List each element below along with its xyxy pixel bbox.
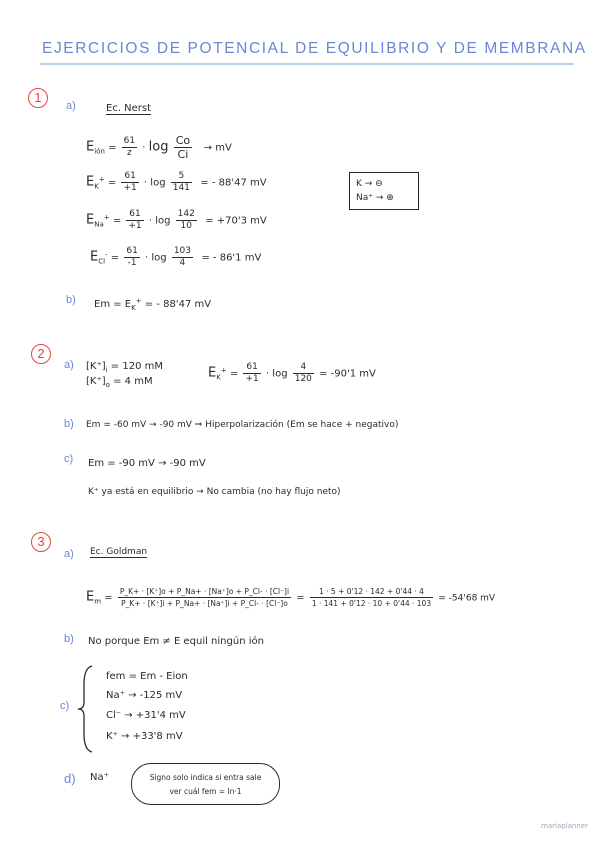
k-internal: $[K^+]_i = 120$ mM [86, 361, 163, 374]
exercise-number-2: 2 [31, 344, 51, 364]
note-oval [131, 763, 280, 805]
part-label: c) [60, 700, 70, 712]
nernst-equation: $E_{ión}$ = $\frac{61}{z}$ · log $\frac{Co}{Ci}$ → mV [86, 134, 232, 161]
part-label: b) [64, 418, 74, 430]
c-line-4: K⁺ → +33'8 mV [106, 731, 183, 742]
ion-charge-box [349, 172, 419, 210]
d-ion: Na⁺ [90, 772, 109, 783]
oval-line-1: Signo solo indica si entra sale [149, 773, 262, 782]
box-line-na: Na⁺ → ⊕ [356, 193, 394, 203]
membrane-potential-line: $Em = E_K^+$ = - 88'47 mV [94, 297, 212, 312]
nernst-sodium: $E_{Na}^+$ = $\frac{61}{+1}$ · log $\frac{142}{10}$ = +70'3 mV [86, 209, 267, 231]
part-label: b) [64, 633, 74, 645]
part-label: d) [64, 771, 76, 786]
part-label: c) [64, 453, 74, 465]
watermark: mariaplanner [541, 822, 588, 830]
c-line-3: Cl⁻ → +31'4 mV [106, 710, 186, 721]
exercise-number-3: 3 [31, 532, 51, 552]
section-heading: Ec. Nerst [106, 103, 152, 114]
part-label: a) [64, 359, 74, 371]
c-line-2: K⁺ ya está en equilibrio → No cambia (no hay flujo neto) [88, 487, 341, 497]
goldman-equation: $E_m$ = $\frac{P\_K+ \cdot [K^+]o + P\_Na+ \cdot [Na^+]o + P\_Cl- \cdot [Cl^-]i}{P\_K+ \cdot [K^+]i + P\_Na+ \cdot [Na^+]i + P\_Cl- \cdot [Cl^-]o}$ = $\frac{1 \cdot 5 + 0'12 \cdot 142 + 0'44 \cdot 4}{1 \cdot 141 + 0'12 \cdot 10 + 0'44 \cdot 103}$ = -54'68 mV [86, 587, 496, 608]
nernst-potassium: $E_K^+$ = $\frac{61}{+1}$ · log $\frac{5}{141}$ = - 88'47 mV [86, 171, 267, 193]
nernst-chloride: $E_{Cl}^-$ = $\frac{61}{-1}$ · log $\frac{103}{4}$ = - 86'1 mV [90, 246, 262, 268]
nernst-potassium-2: $E_K^+$ = $\frac{61}{+1}$ · log $\frac{4}{120}$ = -90'1 mV [208, 362, 376, 384]
part-label: a) [64, 548, 74, 560]
title-underline [40, 63, 574, 65]
k-external: $[K^+]_o = 4$ mM [86, 376, 153, 389]
box-line-k: K → ⊖ [356, 179, 383, 189]
part-label: a) [66, 100, 76, 112]
c-line-1: fem = Em - Eion [106, 671, 188, 682]
part-label: b) [66, 294, 76, 306]
exercise-number-1: 1 [28, 88, 48, 108]
curly-brace-icon [76, 664, 96, 754]
b-answer: No porque Em ≠ E equil ningún ión [88, 636, 264, 647]
hyperpolarization-line: Em = -60 mV → -90 mV ⇒ Hiperpolarización (Em se hace + negativo) [86, 420, 399, 430]
page-title: EJERCICIOS DE POTENCIAL DE EQUILIBRIO Y DE MEMBRANA [42, 40, 587, 57]
c-line-1: Em = -90 mV → -90 mV [88, 458, 206, 469]
c-line-2: Na⁺ → -125 mV [106, 690, 183, 701]
section-heading: Ec. Goldman [90, 547, 148, 557]
oval-line-2: ver cuál fem = ln·1 [169, 787, 242, 796]
